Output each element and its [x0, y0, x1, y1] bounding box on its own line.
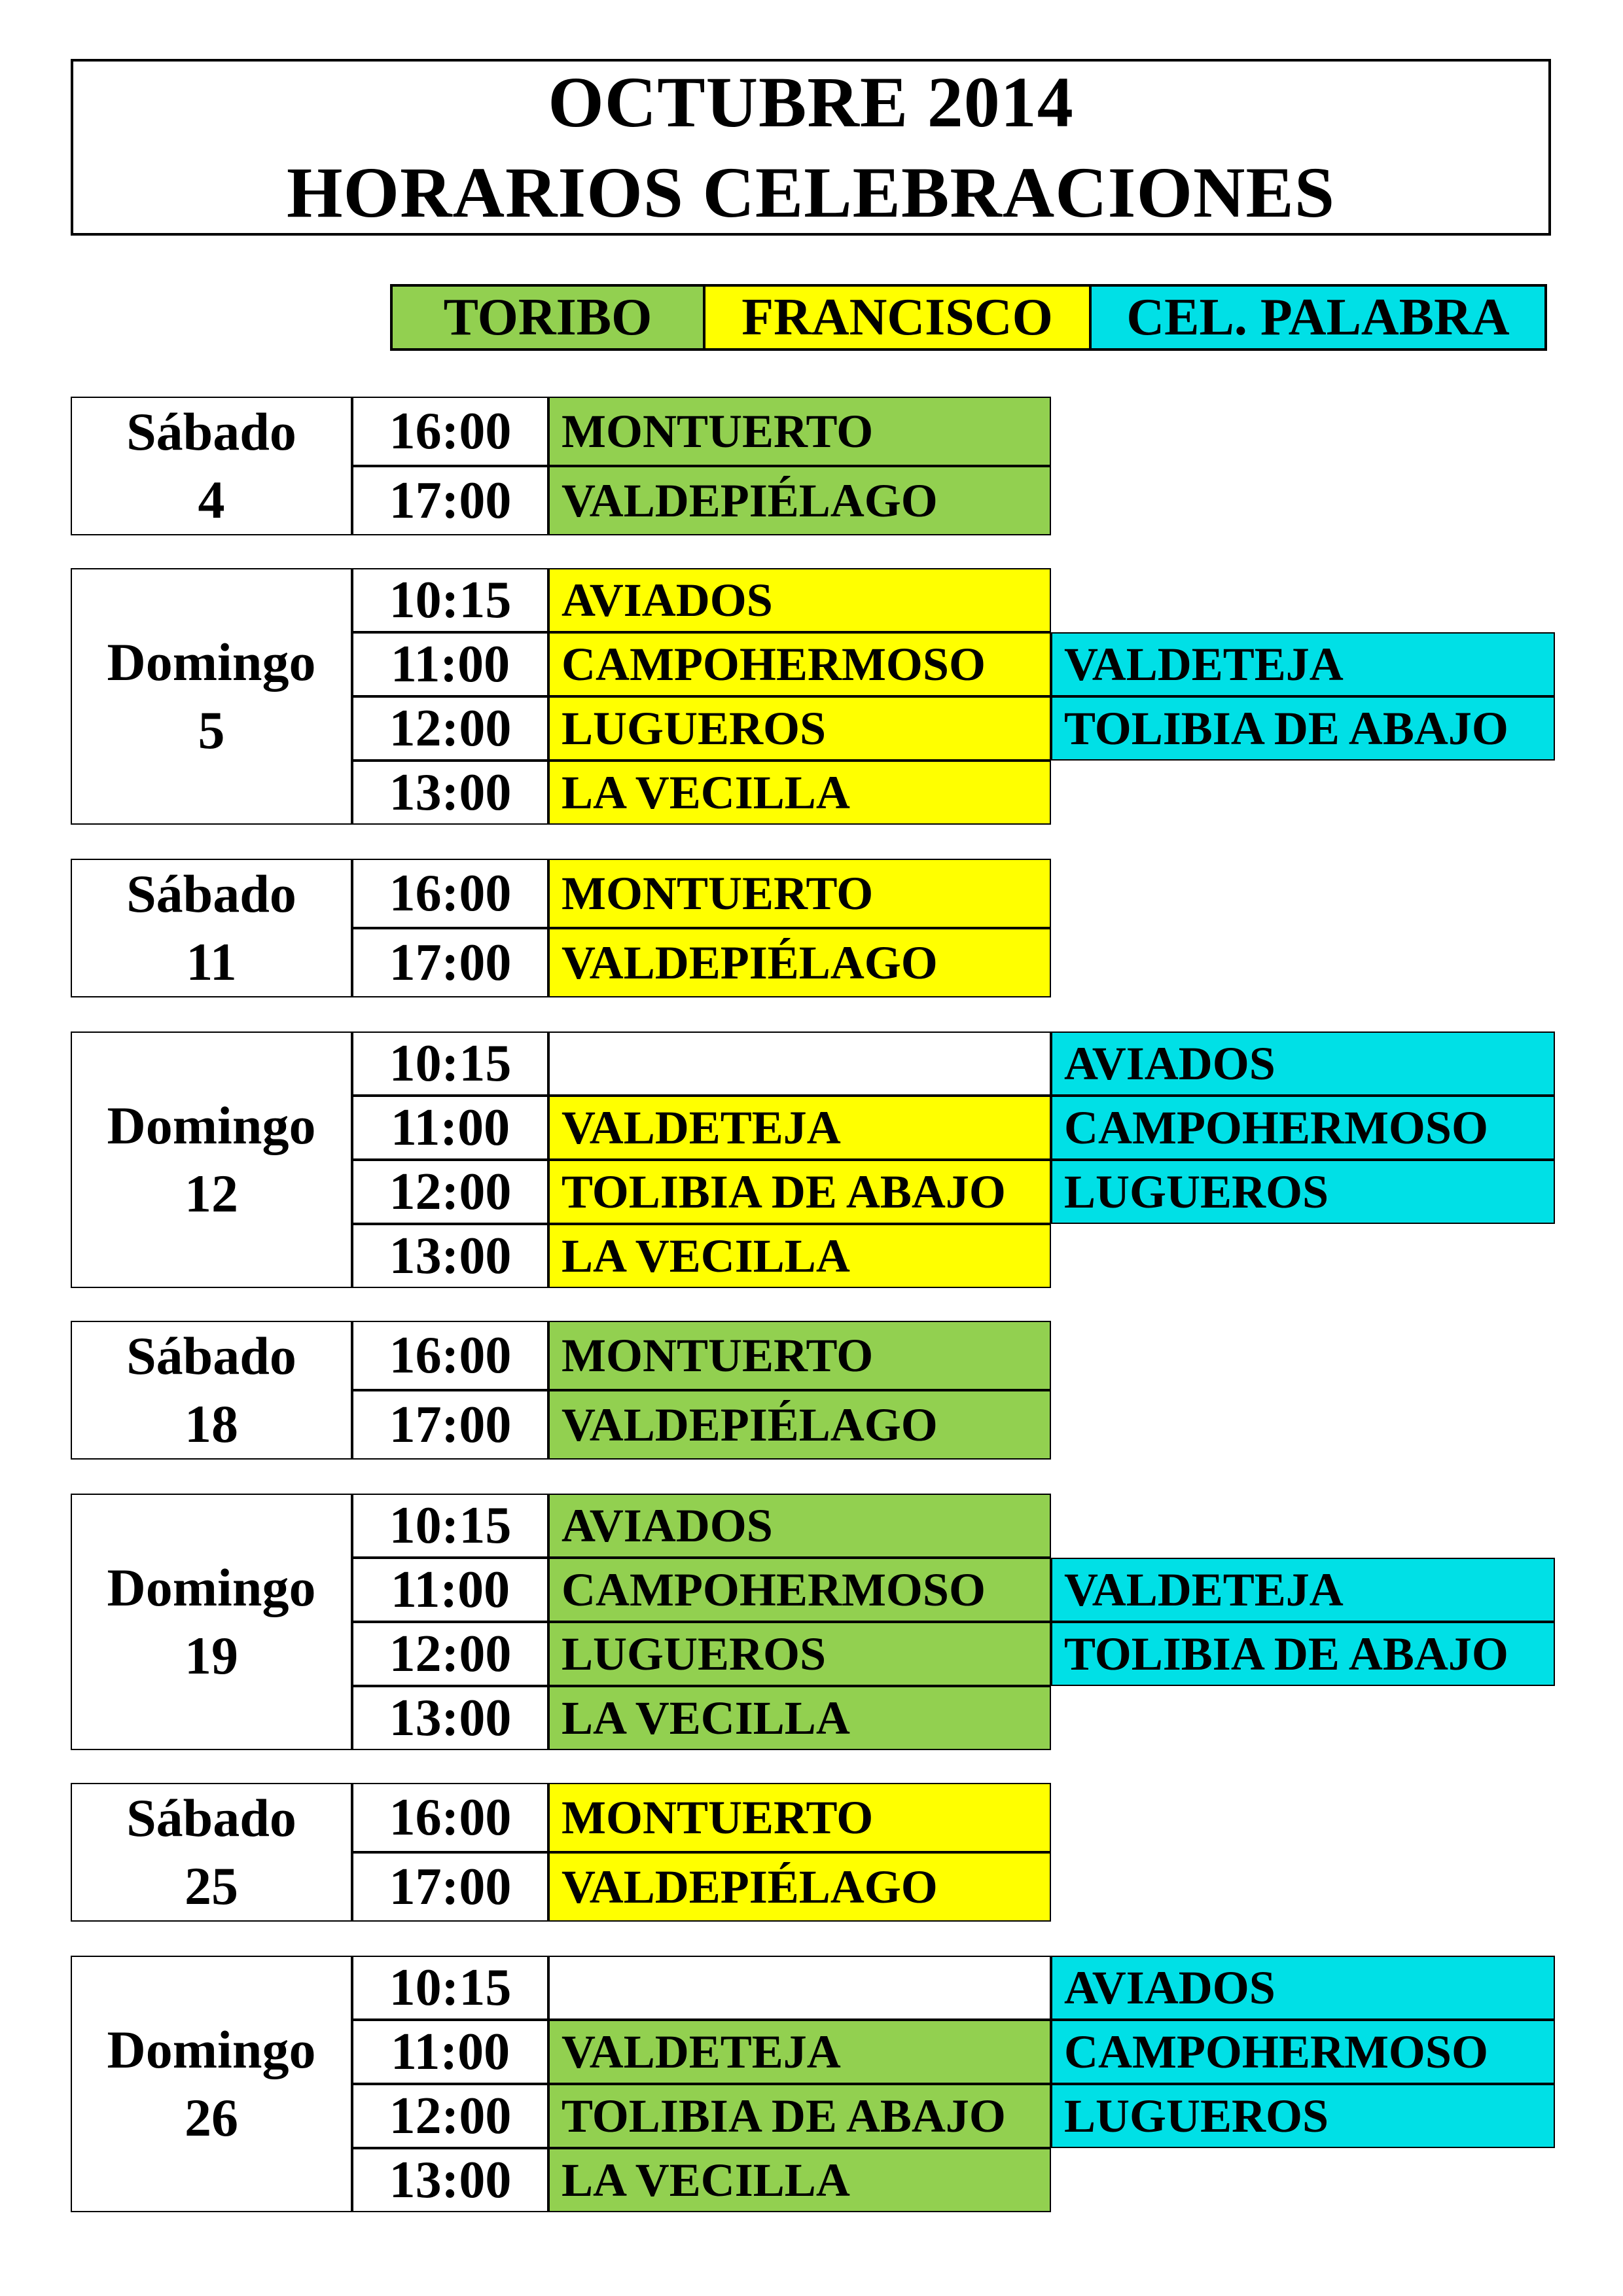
celebration-cell: LA VECILLA — [548, 761, 1051, 825]
day-number: 4 — [198, 470, 225, 529]
time-cell: 11:00 — [352, 1096, 548, 1160]
palabra-cell: LUGUEROS — [1051, 1160, 1555, 1224]
weekday: Domingo — [107, 2020, 316, 2079]
palabra-cell: AVIADOS — [1051, 1956, 1555, 2020]
time-cell: 16:00 — [352, 1783, 548, 1852]
time-cell: 10:15 — [352, 568, 548, 632]
day-number: 26 — [185, 2088, 238, 2147]
palabra-cell: CAMPOHERMOSO — [1051, 1096, 1555, 1160]
celebration-cell: VALDETEJA — [548, 1096, 1051, 1160]
day-label — [71, 1321, 352, 1460]
time-cell: 13:00 — [352, 1686, 548, 1750]
day-label — [71, 1956, 352, 2212]
day-label — [71, 1031, 352, 1288]
legend-toribo: TORIBO — [393, 287, 703, 348]
time-cell: 10:15 — [352, 1494, 548, 1558]
time-cell: 11:00 — [352, 2020, 548, 2084]
celebration-cell: LUGUEROS — [548, 696, 1051, 761]
palabra-cell: AVIADOS — [1051, 1031, 1555, 1096]
time-cell: 13:00 — [352, 1224, 548, 1288]
weekday: Sábado — [126, 864, 296, 924]
palabra-cell: TOLIBIA DE ABAJO — [1051, 696, 1555, 761]
title-heading: HORARIOS CELEBRACIONES — [286, 152, 1336, 232]
day-block — [71, 1031, 1555, 1288]
day-block — [71, 859, 1555, 997]
celebration-cell: AVIADOS — [548, 568, 1051, 632]
time-cell: 12:00 — [352, 2084, 548, 2148]
legend-cel-palabra: CEL. PALABRA — [1089, 287, 1544, 348]
day-block — [71, 1783, 1555, 1922]
time-cell: 13:00 — [352, 761, 548, 825]
time-cell: 13:00 — [352, 2148, 548, 2212]
celebration-cell: MONTUERTO — [548, 397, 1051, 466]
celebration-cell: TOLIBIA DE ABAJO — [548, 1160, 1051, 1224]
time-cell: 11:00 — [352, 632, 548, 696]
palabra-cell: LUGUEROS — [1051, 2084, 1555, 2148]
weekday: Sábado — [126, 402, 296, 461]
celebration-cell: LA VECILLA — [548, 1224, 1051, 1288]
time-cell: 12:00 — [352, 1160, 548, 1224]
celebration-cell: VALDEPIÉLAGO — [548, 1390, 1051, 1460]
title-month: OCTUBRE 2014 — [548, 62, 1074, 142]
celebration-cell: MONTUERTO — [548, 1783, 1051, 1852]
celebration-cell: VALDETEJA — [548, 2020, 1051, 2084]
time-cell: 10:15 — [352, 1956, 548, 2020]
day-label — [71, 859, 352, 997]
page-title — [71, 59, 1551, 236]
time-cell: 16:00 — [352, 1321, 548, 1390]
celebration-cell: LA VECILLA — [548, 1686, 1051, 1750]
weekday: Domingo — [107, 632, 316, 692]
celebration-cell: MONTUERTO — [548, 859, 1051, 928]
day-block — [71, 397, 1555, 535]
time-cell: 17:00 — [352, 1390, 548, 1460]
celebration-cell — [548, 1956, 1051, 2020]
day-number: 11 — [186, 932, 237, 992]
weekday: Domingo — [107, 1558, 316, 1617]
palabra-cell: TOLIBIA DE ABAJO — [1051, 1622, 1555, 1686]
day-number: 25 — [185, 1856, 238, 1916]
day-block — [71, 1956, 1555, 2212]
day-number: 5 — [198, 700, 225, 760]
palabra-cell: CAMPOHERMOSO — [1051, 2020, 1555, 2084]
time-cell: 12:00 — [352, 696, 548, 761]
celebration-cell: TOLIBIA DE ABAJO — [548, 2084, 1051, 2148]
day-label — [71, 397, 352, 535]
day-number: 18 — [185, 1394, 238, 1454]
celebration-cell: VALDEPIÉLAGO — [548, 1852, 1051, 1922]
celebration-cell: CAMPOHERMOSO — [548, 632, 1051, 696]
time-cell: 11:00 — [352, 1558, 548, 1622]
celebration-cell: AVIADOS — [548, 1494, 1051, 1558]
legend — [390, 284, 1547, 351]
palabra-cell: VALDETEJA — [1051, 1558, 1555, 1622]
weekday: Sábado — [126, 1788, 296, 1848]
time-cell: 17:00 — [352, 928, 548, 997]
celebration-cell: VALDEPIÉLAGO — [548, 466, 1051, 535]
day-label — [71, 1494, 352, 1750]
celebration-cell: MONTUERTO — [548, 1321, 1051, 1390]
legend-francisco: FRANCISCO — [703, 287, 1089, 348]
time-cell: 17:00 — [352, 466, 548, 535]
palabra-cell: VALDETEJA — [1051, 632, 1555, 696]
weekday: Domingo — [107, 1096, 316, 1155]
time-cell: 16:00 — [352, 397, 548, 466]
time-cell: 16:00 — [352, 859, 548, 928]
celebration-cell: CAMPOHERMOSO — [548, 1558, 1051, 1622]
day-block — [71, 1321, 1555, 1460]
day-block — [71, 1494, 1555, 1750]
day-number: 12 — [185, 1164, 238, 1223]
time-cell: 17:00 — [352, 1852, 548, 1922]
day-label — [71, 568, 352, 825]
celebration-cell: LUGUEROS — [548, 1622, 1051, 1686]
day-block — [71, 568, 1555, 825]
time-cell: 12:00 — [352, 1622, 548, 1686]
celebration-cell: VALDEPIÉLAGO — [548, 928, 1051, 997]
time-cell: 10:15 — [352, 1031, 548, 1096]
weekday: Sábado — [126, 1326, 296, 1386]
day-number: 19 — [185, 1626, 238, 1685]
celebration-cell — [548, 1031, 1051, 1096]
day-label — [71, 1783, 352, 1922]
celebration-cell: LA VECILLA — [548, 2148, 1051, 2212]
